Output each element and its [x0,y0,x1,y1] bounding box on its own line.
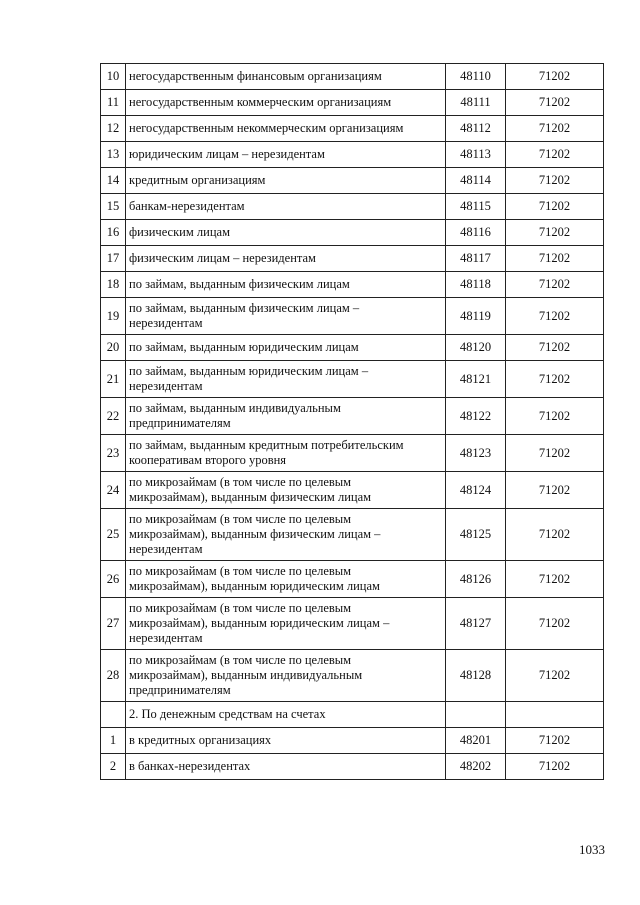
table-row [101,246,604,272]
table-row [101,361,604,398]
account-number-2: 71202 [506,509,604,561]
row-description [126,361,446,398]
row-number: 10 [101,64,126,90]
row-number: 11 [101,90,126,116]
table-row [101,298,604,335]
row-description [126,142,446,168]
row-number: 23 [101,435,126,472]
row-description [126,398,446,435]
table-row [101,435,604,472]
row-description [126,335,446,361]
row-description [126,116,446,142]
row-description [126,472,446,509]
account-number-2: 71202 [506,116,604,142]
row-description [126,650,446,702]
row-description [126,64,446,90]
accounts-table [100,63,604,780]
description-line: по займам, выданным физическим лицам – [129,301,360,315]
account-number-2: 71202 [506,335,604,361]
row-number: 19 [101,298,126,335]
row-description [126,754,446,780]
description-line: кредитным организациям [129,173,266,187]
account-number-2: 71202 [506,650,604,702]
account-number-1: 48119 [446,298,506,335]
row-number: 24 [101,472,126,509]
description-line: микрозаймам), выданным юридическим лицам – [129,616,390,630]
account-number-2: 71202 [506,728,604,754]
table-row [101,509,604,561]
row-description [126,246,446,272]
row-number: 28 [101,650,126,702]
account-number-1: 48113 [446,142,506,168]
account-number-1: 48112 [446,116,506,142]
description-line: микрозаймам), выданным физическим лицам – [129,527,381,541]
table-row [101,472,604,509]
row-number: 1 [101,728,126,754]
row-description [126,298,446,335]
table-row [101,142,604,168]
row-number: 14 [101,168,126,194]
table-row [101,398,604,435]
account-number-2: 71202 [506,398,604,435]
row-number: 26 [101,561,126,598]
table-row [101,598,604,650]
table-row [101,335,604,361]
row-number: 22 [101,398,126,435]
account-number-1: 48117 [446,246,506,272]
account-number-1: 48201 [446,728,506,754]
row-number: 12 [101,116,126,142]
account-number-1: 48125 [446,509,506,561]
account-number-2: 71202 [506,298,604,335]
row-number: 2 [101,754,126,780]
account-number-2: 71202 [506,754,604,780]
table-row [101,728,604,754]
account-number-2: 71202 [506,598,604,650]
description-line: кооперативам второго уровня [129,453,287,467]
table-row [101,64,604,90]
description-line: по займам, выданным индивидуальным [129,401,341,415]
description-line: физическим лицам [129,225,230,239]
account-number-2: 71202 [506,194,604,220]
row-number: 20 [101,335,126,361]
account-number-2 [506,702,604,728]
row-description [126,509,446,561]
row-number: 15 [101,194,126,220]
account-number-1: 48111 [446,90,506,116]
description-line: нерезидентам [129,542,203,556]
account-number-1: 48128 [446,650,506,702]
account-number-2: 71202 [506,220,604,246]
row-description [126,561,446,598]
description-line: нерезидентам [129,316,203,330]
row-description [126,194,446,220]
account-number-2: 71202 [506,168,604,194]
account-number-1: 48114 [446,168,506,194]
description-line: в банках-нерезидентах [129,759,251,773]
row-number: 16 [101,220,126,246]
row-number: 25 [101,509,126,561]
account-number-1: 48202 [446,754,506,780]
table-row [101,90,604,116]
account-number-1: 48121 [446,361,506,398]
account-number-2: 71202 [506,561,604,598]
table-row [101,561,604,598]
account-number-2: 71202 [506,361,604,398]
account-number-1 [446,702,506,728]
row-description [126,272,446,298]
accounts-table-body [101,64,604,780]
account-number-1: 48116 [446,220,506,246]
description-line: негосударственным коммерческим организациям [129,95,392,109]
row-description [126,168,446,194]
row-description [126,90,446,116]
row-number: 21 [101,361,126,398]
table-row [101,754,604,780]
row-number: 18 [101,272,126,298]
account-number-2: 71202 [506,472,604,509]
description-line: по займам, выданным юридическим лицам [129,340,359,354]
description-line: нерезидентам [129,631,203,645]
account-number-1: 48124 [446,472,506,509]
description-line: предпринимателям [129,416,231,430]
row-description [126,728,446,754]
description-line: микрозаймам), выданным юридическим лицам [129,579,380,593]
table-row [101,194,604,220]
description-line: негосударственным некоммерческим организациям [129,121,404,135]
row-number [101,702,126,728]
description-line: нерезидентам [129,379,203,393]
row-description [126,220,446,246]
description-line: по микрозаймам (в том числе по целевым [129,653,352,667]
account-number-2: 71202 [506,142,604,168]
description-line: по займам, выданным кредитным потребительским [129,438,404,452]
row-description [126,435,446,472]
description-line: предпринимателям [129,683,231,697]
description-line: по микрозаймам (в том числе по целевым [129,601,352,615]
account-number-1: 48120 [446,335,506,361]
page-number: 1033 [579,842,605,857]
description-line: по займам, выданным юридическим лицам – [129,364,369,378]
table-row [101,702,604,728]
description-line: банкам-нерезидентам [129,199,245,213]
table-row [101,220,604,246]
account-number-1: 48110 [446,64,506,90]
description-line: физическим лицам – нерезидентам [129,251,316,265]
table-row [101,116,604,142]
description-line: 2. По денежным средствам на счетах [129,707,326,721]
row-number: 27 [101,598,126,650]
row-number: 17 [101,246,126,272]
account-number-1: 48126 [446,561,506,598]
account-number-2: 71202 [506,435,604,472]
table-row [101,650,604,702]
account-number-2: 71202 [506,246,604,272]
row-description [126,702,446,728]
account-number-2: 71202 [506,90,604,116]
description-line: по микрозаймам (в том числе по целевым [129,564,352,578]
row-description [126,598,446,650]
description-line: по микрозаймам (в том числе по целевым [129,475,352,489]
table-row [101,168,604,194]
account-number-1: 48122 [446,398,506,435]
description-line: по микрозаймам (в том числе по целевым [129,512,352,526]
account-number-1: 48118 [446,272,506,298]
description-line: по займам, выданным физическим лицам [129,277,350,291]
description-line: микрозаймам), выданным индивидуальным [129,668,363,682]
description-line: негосударственным финансовым организациям [129,69,382,83]
account-number-2: 71202 [506,272,604,298]
account-number-1: 48127 [446,598,506,650]
description-line: в кредитных организациях [129,733,272,747]
account-number-2: 71202 [506,64,604,90]
row-number: 13 [101,142,126,168]
description-line: микрозаймам), выданным физическим лицам [129,490,372,504]
account-number-1: 48123 [446,435,506,472]
description-line: юридическим лицам – нерезидентам [129,147,325,161]
table-row [101,272,604,298]
account-number-1: 48115 [446,194,506,220]
